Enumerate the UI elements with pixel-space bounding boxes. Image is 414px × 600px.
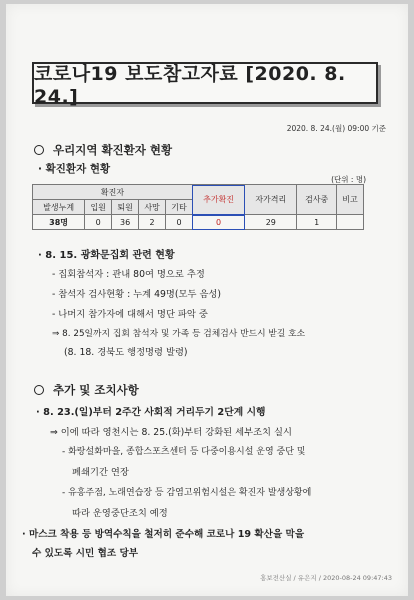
value-total: 38명 (33, 215, 85, 230)
header-other: 기타 (166, 200, 193, 215)
section2-arrow-line: ⇒ 이에 따라 영천시는 8. 25.(화)부터 강화된 세부조치 실시 (50, 427, 292, 438)
section2-bullet-2: - 유흥주점, 노래연습장 등 감염고위험시설은 확진자 발생상황에 (62, 488, 312, 498)
section2-bullet-2-cont: 따라 운영중단조치 예정 (72, 508, 168, 519)
section2-item1: · 8. 23.(일)부터 2주간 사회적 거리두기 2단계 시행 (36, 407, 266, 418)
rally-line-2: - 참석자 검사현황 : 누계 49명(모두 음성) (52, 289, 222, 300)
value-other: 0 (166, 215, 193, 230)
section2-heading-text: 추가 및 조치사항 (53, 383, 139, 397)
header-testing: 검사중 (297, 185, 337, 215)
header-quarantine: 자가격리 (245, 185, 297, 215)
rally-line-5: (8. 18. 경북도 행정명령 발령) (64, 347, 188, 358)
value-testing: 1 (297, 215, 337, 230)
header-hospitalized: 입원 (85, 200, 112, 215)
circle-bullet-icon (34, 145, 44, 155)
section2-bullet-1: - 화랑설화마을, 종합스포츠센터 등 다중이용시설 운영 중단 및 (62, 447, 306, 457)
closing-line-2: 수 있도록 시민 협조 당부 (32, 548, 139, 559)
value-added: 0 (192, 215, 244, 230)
title-text: 코로나19 보도참고자료 [2020. 8. 24.] (34, 62, 346, 108)
section1-heading (34, 142, 172, 158)
value-notes (336, 215, 363, 230)
document-title (32, 62, 378, 108)
rally-line-1: - 집회참석자 : 관내 80여 명으로 추정 (52, 269, 205, 280)
closing-line-1: · 마스크 착용 등 방역수칙을 철저히 준수해 코로나 19 확산을 막을 (22, 529, 305, 540)
unit-label: (단위 : 명) (331, 175, 366, 184)
section1-subheading: · 확진환자 현황 (38, 163, 111, 175)
footer-meta: 홍보전산실 / 유은지 / 2020-08-24 09:47:43 (260, 574, 392, 582)
date-line: 2020. 8. 24.(월) 09:00 기준 (286, 124, 386, 133)
header-total: 발생누계 (33, 200, 85, 215)
header-added: 추가확진 (192, 185, 244, 215)
circle-bullet-icon (34, 385, 44, 395)
value-hospitalized: 0 (85, 215, 112, 230)
rally-line-4: ⇒ 8. 25일까지 집회 참석자 및 가족 등 검체검사 반드시 받길 호소 (52, 329, 306, 339)
section2-heading (34, 382, 139, 398)
value-discharged: 36 (112, 215, 139, 230)
header-deaths: 사망 (139, 200, 166, 215)
value-deaths: 2 (139, 215, 166, 230)
value-quarantine: 29 (245, 215, 297, 230)
section2-bullet-1-cont: 폐쇄기간 연장 (72, 467, 129, 478)
rally-line-3: - 나머지 참가자에 대해서 명단 파악 중 (52, 309, 208, 320)
header-notes: 비고 (336, 185, 363, 215)
header-discharged: 퇴원 (112, 200, 139, 215)
table-group-header: 확진자 (33, 185, 193, 200)
rally-heading: · 8. 15. 광화문집회 관련 현황 (38, 250, 175, 261)
section1-heading-text: 우리지역 확진환자 현황 (53, 143, 173, 157)
document-page (6, 4, 408, 596)
case-table (32, 184, 364, 230)
